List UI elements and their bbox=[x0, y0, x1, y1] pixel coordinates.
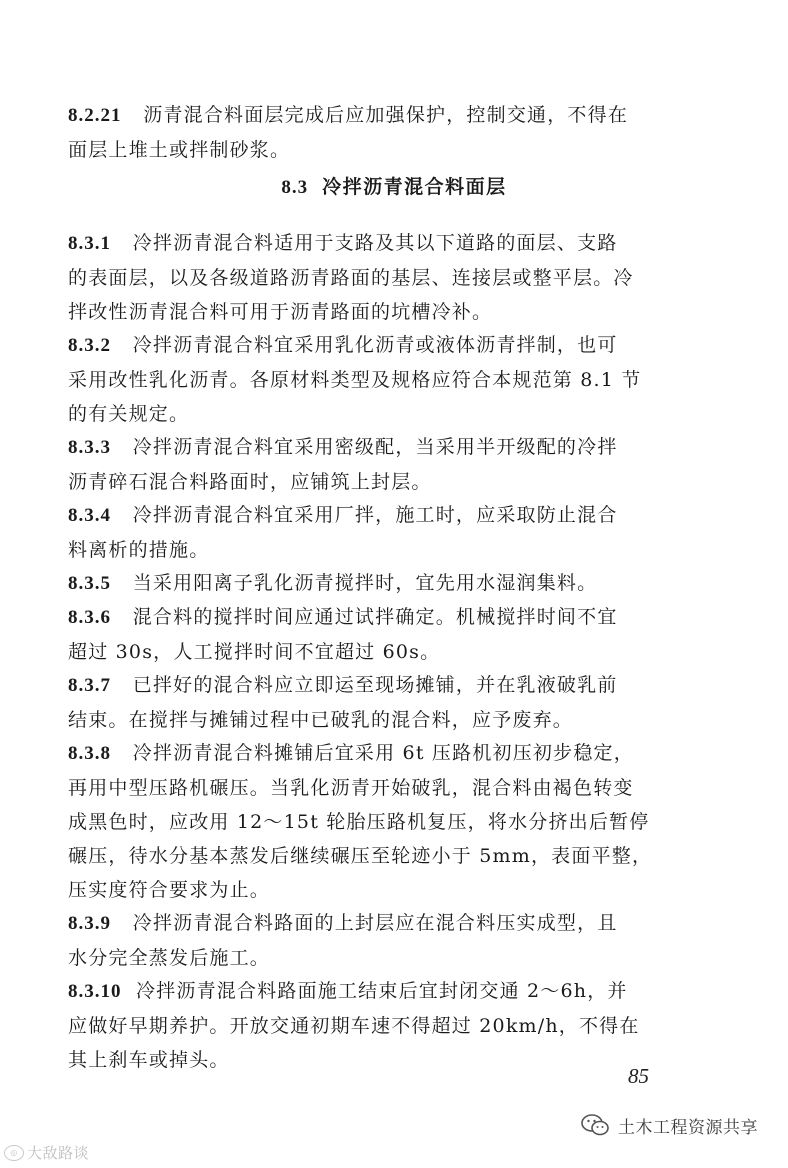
clause-text: 冷拌沥青混合料宜采用厂拌，施工时，应采取防止混合 bbox=[132, 504, 618, 526]
clause-text: 已拌好的混合料应立即运至现场摊铺，并在乳液破乳前 bbox=[132, 674, 618, 696]
clause-text: 其上刹车或掉头。 bbox=[68, 1049, 230, 1071]
clause-number: 8.3.8 bbox=[68, 743, 111, 764]
clause-text: 采用改性乳化沥青。各原材料类型及规格应符合本规范第 8.1 节 bbox=[68, 369, 642, 391]
clause-number: 8.3.6 bbox=[68, 607, 111, 628]
wechat-icon bbox=[580, 1112, 610, 1138]
watermark-logo-icon: ◎ bbox=[4, 1145, 24, 1161]
clause-8-3-2 bbox=[68, 328, 698, 431]
section-title: 冷拌沥青混合料面层 bbox=[322, 176, 507, 198]
clause-8-3-8 bbox=[68, 736, 698, 907]
clause-text: 超过 30s，人工搅拌时间不宜超过 60s。 bbox=[68, 641, 441, 663]
clause-8-3-10 bbox=[68, 974, 698, 1077]
clause-8-3-6 bbox=[68, 600, 698, 669]
clause-text: 冷拌沥青混合料摊铺后宜采用 6t 压路机初压初步稳定， bbox=[132, 742, 634, 764]
clause-text: 沥青碎石混合料路面时，应铺筑上封层。 bbox=[68, 471, 432, 493]
clause-text: 冷拌沥青混合料适用于支路及其以下道路的面层、支路 bbox=[132, 232, 618, 254]
clause-text: 的表面层，以及各级道路沥青路面的基层、连接层或整平层。冷 bbox=[68, 267, 634, 289]
clause-text: 结束。在搅拌与摊铺过程中已破乳的混合料，应予废弃。 bbox=[68, 709, 574, 731]
clause-number: 8.2.21 bbox=[68, 105, 122, 126]
clause-number: 8.3.4 bbox=[68, 505, 111, 526]
clause-number: 8.3.10 bbox=[68, 981, 122, 1002]
clause-text: 水分完全蒸发后施工。 bbox=[68, 947, 271, 969]
clause-text: 应做好早期养护。开放交通初期车速不得超过 20km/h，不得在 bbox=[68, 1015, 640, 1037]
watermark-right-text: 土木工程资源共享 bbox=[618, 1117, 758, 1138]
watermark-left bbox=[4, 1142, 89, 1163]
section-number: 8.3 bbox=[281, 177, 309, 198]
clause-number: 8.3.3 bbox=[68, 437, 111, 458]
clause-text: 压实度符合要求为止。 bbox=[68, 879, 271, 901]
clause-text: 料离析的措施。 bbox=[68, 539, 210, 561]
clause-text: 沥青混合料面层完成后应加强保护，控制交通，不得在 bbox=[143, 104, 629, 126]
clause-number: 8.3.2 bbox=[68, 335, 111, 356]
clause-text: 再用中型压路机碾压。当乳化沥青开始破乳，混合料由褐色转变 bbox=[68, 777, 634, 799]
clause-text: 冷拌沥青混合料宜采用密级配，当采用半开级配的冷拌 bbox=[132, 436, 618, 458]
clause-text: 冷拌沥青混合料路面施工结束后宜封闭交通 2～6h，并 bbox=[135, 980, 628, 1002]
clause-text: 面层上堆土或拌制砂浆。 bbox=[68, 139, 291, 161]
clause-8-3-4 bbox=[68, 498, 698, 567]
clause-number: 8.3.9 bbox=[68, 913, 111, 934]
watermark-right bbox=[580, 1112, 758, 1138]
clause-8-3-1 bbox=[68, 226, 698, 329]
clause-text: 拌改性沥青混合料可用于沥青路面的坑槽冷补。 bbox=[68, 301, 493, 323]
clause-text: 冷拌沥青混合料宜采用乳化沥青或液体沥青拌制，也可 bbox=[132, 334, 618, 356]
clause-text: 冷拌沥青混合料路面的上封层应在混合料压实成型，且 bbox=[132, 912, 618, 934]
clause-text: 的有关规定。 bbox=[68, 403, 190, 425]
watermark-left-text: 大敌路谈 bbox=[27, 1144, 90, 1162]
clause-text: 碾压，待水分基本蒸发后继续碾压至轮迹小于 5mm，表面平整， bbox=[68, 845, 653, 867]
clause-8-3-7 bbox=[68, 668, 698, 737]
clause-number: 8.3.5 bbox=[68, 573, 111, 594]
section-heading bbox=[0, 170, 788, 205]
clause-text: 混合料的搅拌时间应通过试拌确定。机械搅拌时间不宜 bbox=[132, 606, 618, 628]
clause-8-3-3 bbox=[68, 430, 698, 499]
clause-8-3-5 bbox=[68, 566, 698, 601]
clause-8-2-21 bbox=[68, 98, 698, 167]
clause-number: 8.3.7 bbox=[68, 675, 111, 696]
page-number: 85 bbox=[628, 1064, 649, 1088]
clause-text: 成黑色时，应改用 12～15t 轮胎压路机复压，将水分挤出后暂停 bbox=[68, 811, 650, 833]
clause-number: 8.3.1 bbox=[68, 233, 111, 254]
clause-8-3-9 bbox=[68, 906, 698, 975]
clause-text: 当采用阳离子乳化沥青搅拌时，宜先用水湿润集料。 bbox=[132, 572, 598, 594]
